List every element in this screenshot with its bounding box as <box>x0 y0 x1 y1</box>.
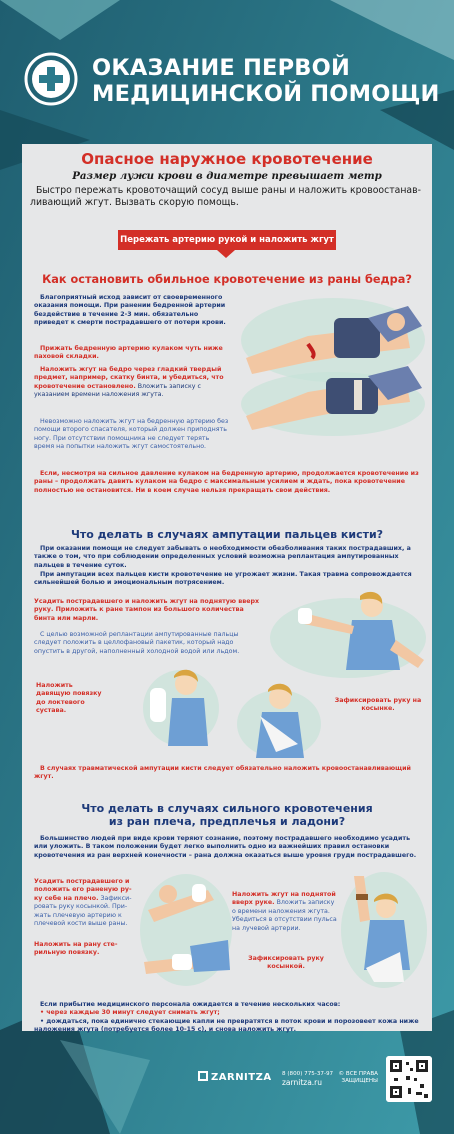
arm-paragraph-1: Большинство людей при виде крови теряют сознание, поэтому пострадавшего необходимо усадить или уложить. В таком положении будет легко выполнить одно из важнейших правил остановки кровотечения из ран верхней конечности – рана должна оказаться выше уровня груди пострадавшего. <box>34 835 417 859</box>
arm-press-illustration <box>138 870 234 988</box>
arm-final-intro: Если прибытие медицинского персонала ожидается в течение нескольких часов: <box>40 1001 341 1008</box>
fingers-replantation-note: С целью возможной реплантации ампутированные пальцы следует положить в целлофановый пакетик, который надо опустить в другой, наполненный холодной водой или льдом. <box>34 631 240 655</box>
fingers-step-tourniquet: Усадить пострадавшего и наложить жгут на поднятую вверх руку. Приложить к ране тампон из большого количества бинта или марли. <box>34 598 260 622</box>
footer-brand-logo <box>198 1071 272 1083</box>
heading-finger-amputation: Что делать в случаях ампутации пальцев кисти? <box>70 528 384 541</box>
pressure-bandage-illustration <box>142 664 220 748</box>
footer-rights-line-2: ЗАЩИЩЕНЫ <box>341 1078 378 1084</box>
footer-phone: 8 (800) 775-37-97 <box>282 1071 334 1077</box>
fingers-tourniquet-illustration <box>268 590 428 680</box>
footer-website[interactable]: zarnitza.ru <box>282 1078 323 1087</box>
heading-arm-line-1: Что делать в случаях сильного кровотечения <box>81 802 373 815</box>
arm-tourniquet-illustration <box>340 870 428 990</box>
fingers-paragraph-2: При ампутации всех пальцев кисти кровотечение не угрожает жизни. Такая травма сопровождается сильнейшей болью и эмоциональным потрясением. <box>34 571 412 587</box>
footer-brand-text: ZARNITZA <box>211 1072 272 1083</box>
arm-final-block <box>34 1001 422 1035</box>
title-line-1: ОКАЗАНИЕ ПЕРВОЙ <box>92 55 350 81</box>
section-intro: Быстро пережать кровоточащий сосуд выше раны и наложить кровоостанавливающий жгут. Вызвать скорую помощь. <box>30 185 421 208</box>
arm-step-1-rest: Зафиксировать руку косынкой. Прижать плечевую артерию к плечевой кости выше раны. <box>34 894 132 928</box>
arm-step-2: Наложить на рану стерильную повязку. <box>34 941 118 957</box>
sling-illustration <box>236 682 322 758</box>
instruction-banner: Пережать артерию рукой и наложить жгут <box>118 230 336 250</box>
thigh-warning: Если, несмотря на сильное давление кулаком на бедренную артерию, продолжается кровотечение из раны – продолжать давить кулаком на бедро с максимальным усилием и ждать, пока кровотечение полностью не остановится. Ни в коем случае нельзя прекращать свои действия. <box>34 470 419 494</box>
arm-step-3 <box>232 891 338 933</box>
heading-arm-line-2: из ран плеча, предплечья и ладони? <box>108 815 346 828</box>
thigh-step-press-artery: Прижать бедренную артерию кулаком чуть ниже паховой складки. <box>34 345 223 361</box>
arm-step-3-rest: Вложить записку о времени наложения жгута. Убедиться в отсутствии пульса на лучевой артерии. <box>232 899 337 932</box>
footer-rights <box>338 1071 378 1085</box>
thigh-note: Невозможно наложить жгут на бедренную артерию без помощи второго спасателя, который должен приподнять ногу. При отсутствии помощника не следует терять время на попытки наложить жгут самостоятельно. <box>34 418 229 451</box>
arm-step-1-red: Усадить пострадавшего и положить его раненую руку себе на плечо. <box>34 878 132 902</box>
fingers-paragraph-1: При оказании помощи не следует забывать о необходимости обезболивания таких пострадавших, а также о том, что при соблюдении определенных условий возможна реплантация ампутированных пальцев в течение суток. <box>34 545 411 569</box>
medical-cross-icon <box>24 52 78 106</box>
heading-arm-bleeding <box>22 802 432 828</box>
qr-code-icon[interactable] <box>386 1056 432 1102</box>
thigh-step-tourniquet-rest: Вложить записку с указанием времени наложения жгута. <box>34 382 201 399</box>
thigh-step-tourniquet-bold: Наложить жгут на бедро через гладкий твердый предмет, например, скатку бинта, и убедиться, что кровотечение остановлено. <box>34 366 224 390</box>
section-subtitle: Размер лужи крови в диаметре превышает метр <box>72 170 382 182</box>
footer-rights-line-1: © ВСЕ ПРАВА <box>338 1071 378 1077</box>
thigh-step-tourniquet <box>34 366 230 400</box>
arm-step-3-red: Наложить жгут на поднятой вверх руке. <box>232 891 336 907</box>
arm-final-bullet-2: • дождаться, пока единично стекающие капли не превратятся в поток крови и порозовеет кожа ниже наложения жгута (потребуется более 10-15 с), и снова наложить жгут. <box>34 1017 419 1034</box>
title-line-2: МЕДИЦИНСКОЙ ПОМОЩИ <box>92 81 440 107</box>
arm-step-4: Зафиксировать руку косынкой. <box>248 955 324 971</box>
heading-thigh-bleeding: Как остановить обильное кровотечение из раны бедра? <box>42 273 412 286</box>
arm-step-1 <box>34 878 136 928</box>
page-title <box>92 55 452 107</box>
banner-arrow <box>217 250 235 258</box>
brand-mark-icon <box>198 1071 208 1081</box>
fingers-warning: В случаях травматической ампутации кисти следует обязательно наложить кровоостанавливающий жгут. <box>34 765 411 781</box>
thigh-paragraph-1: Благоприятный исход зависит от своевременного оказания помощи. При ранении бедренной артерии бездействие в течение 2-3 мин. обязательно приведет к смерти пострадавшего от потери крови. <box>34 294 226 327</box>
label-pressure-bandage: Наложить давящую повязку до локтевого сустава. <box>36 682 102 715</box>
arm-final-bullet-1: • через каждые 30 минут следует снимать жгут; <box>40 1009 220 1017</box>
label-fix-arm-sling: Зафиксировать руку на косынке. <box>334 697 422 713</box>
section-title-external-bleeding: Опасное наружное кровотечение <box>81 150 373 168</box>
thigh-illustration <box>238 296 428 436</box>
